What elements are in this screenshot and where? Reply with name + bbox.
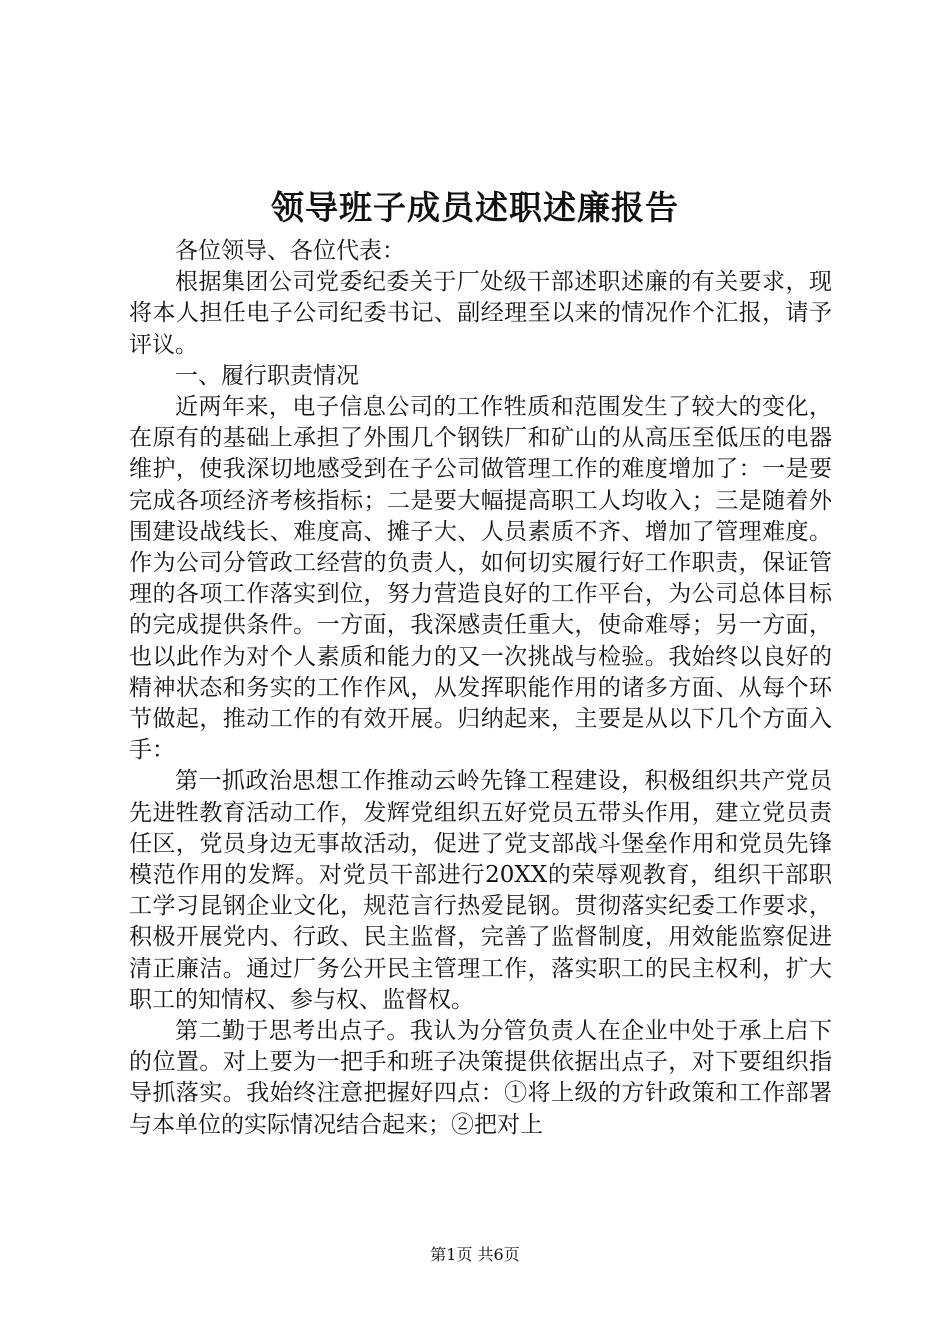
intro-paragraph: 根据集团公司党委纪委关于厂处级干部述职述廉的有关要求，现将本人担任电子公司纪委书记、副经理至以来的情况作个汇报，请予评议。 <box>129 269 832 358</box>
document-title: 领导班子成员述职述廉报告 <box>271 188 679 227</box>
body-paragraph: 第二勤于思考出点子。我认为分管负责人在企业中处于承上启下的位置。对上要为一把手和班子决策提供依据出点子，对下要组织指导抓落实。我始终注意把握好四点：①将上级的方针政策和工作部署与本单位的实际情况结合起来；②把对上 <box>129 1018 832 1138</box>
body-paragraph: 近两年来，电子信息公司的工作牲质和范围发生了较大的变化，在原有的基础上承担了外围几个钢铁厂和矿山的从高压至低压的电器维护，使我深切地感受到在子公司做管理工作的难度增加了：一是要完成各项经济考核指标；二是要大幅提高职工人均收入；三是随着外围建设战线长、难度高、摊子大、人员素质不齐、增加了管理难度。作为公司分管政工经营的负责人，如何切实履行好工作职责，保证管理的各项工作落实到位，努力营造良好的工作平台，为公司总体目标的完成提供条件。一方面，我深感责任重大，使命难辱；另一方面，也以此作为对个人素质和能力的又一次挑战与检验。我始终以良好的精神状态和务实的工作作风，从发挥职能作用的诸多方面、从每个环节做起，推动工作的有效开展。归纳起来，主要是从以下几个方面入手： <box>129 394 832 764</box>
document-body <box>129 236 832 1141</box>
salutation-paragraph: 各位领导、各位代表： <box>175 238 405 264</box>
body-paragraph: 第一抓政治思想工作推动云岭先锋工程建设，积极组织共产党员先进牲教育活动工作，发辉党组织五好党员五带头作用，建立党员责任区，党员身边无事故活动，促进了党支部战斗堡垒作用和党员先锋模范作用的发辉。对党员干部进行20XX的荣辱观教育，组织干部职工学习昆钢企业文化，规范言行热爱昆钢。贯彻落实纪委工作要求，积极开展党内、行政、民主监督，完善了监督制度，用效能监察促进清正廉洁。通过厂务公开民主管理工作，落实职工的民主权利，扩大职工的知情权、参与权、监督权。 <box>129 768 832 1013</box>
section-heading: 一、履行职责情况 <box>175 362 359 389</box>
page-number-footer: 第1页 共6页 <box>430 1245 520 1264</box>
